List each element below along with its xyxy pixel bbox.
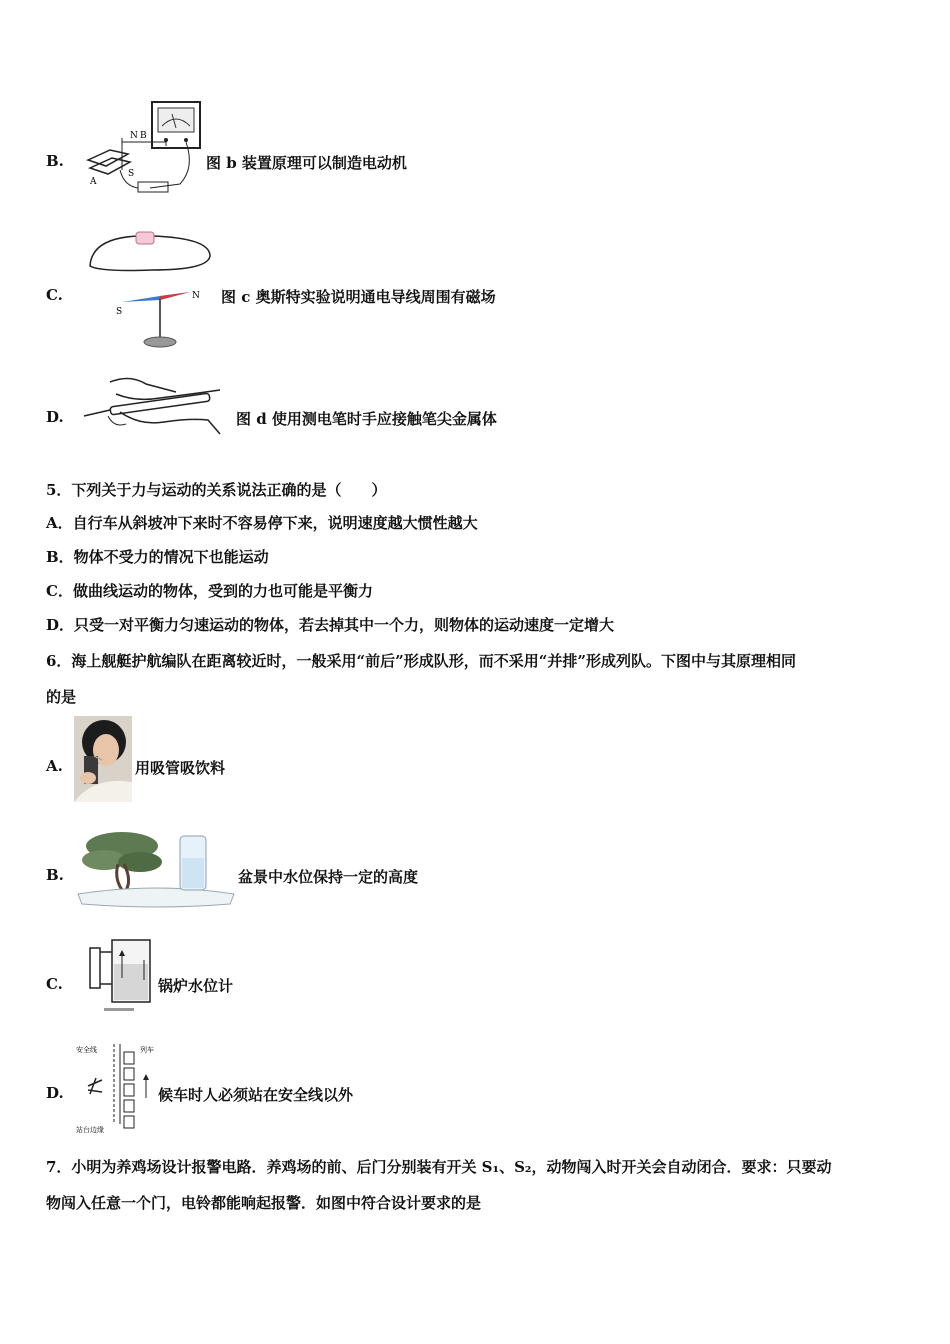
q6-option-b-letter: B. — [46, 866, 64, 884]
q7-stem-line2: 物闯入任意一个门，电铃都能响起报警．如图中符合设计要求的是 — [46, 1194, 482, 1212]
q5-option-a: A．自行车从斜坡冲下来时不容易停下来，说明速度越大惯性越大 — [46, 514, 478, 532]
q6-option-a-letter: A. — [46, 757, 63, 775]
q6-stem-line2: 的是 — [46, 688, 77, 706]
q5-option-c: C．做曲线运动的物体，受到的力也可能是平衡力 — [46, 582, 373, 600]
boiler-water-gauge-figure — [78, 934, 158, 1018]
q4-option-d-caption: 图 d 使用测电笔时手应接触笔尖金属体 — [236, 410, 497, 428]
q5-option-b: B．物体不受力的情况下也能运动 — [46, 548, 269, 566]
fig-c-label-s: S — [116, 307, 123, 317]
q4-option-b-letter: B. — [46, 152, 64, 170]
q6-option-a-caption: 用吸管吸饮料 — [135, 759, 226, 777]
q4-option-b-caption: 图 b 装置原理可以制造电动机 — [206, 154, 407, 172]
fig-b-label-b: B — [140, 131, 147, 141]
fig-d-label-train: 列车 — [140, 1046, 154, 1054]
woman-drinking-straw-photo — [74, 716, 132, 802]
q5-option-d: D．只受一对平衡力匀速运动的物体，若去掉其中一个力，则物体的运动速度一定增大 — [46, 616, 615, 634]
test-pen-hand-figure — [80, 372, 230, 444]
fig-b-label-n: N — [130, 131, 138, 141]
q6-option-d-caption: 候车时人必须站在安全线以外 — [158, 1086, 354, 1104]
q4-option-d-letter: D. — [46, 408, 64, 426]
q6-option-d-letter: D. — [46, 1084, 64, 1102]
q7-stem-line1: 7．小明为养鸡场设计报警电路．养鸡场的前、后门分别装有开关 S₁、S₂，动物闯入时开关会自动闭合．要求：只要动 — [46, 1158, 832, 1176]
q6-stem-line1: 6．海上舰艇护航编队在距离较近时，一般采用“前后”形成队形，而不采用“并排”形成列队。下图中与其原理相同 — [46, 652, 796, 670]
bonsai-water-bottle-figure — [74, 824, 238, 908]
fig-b-label-s: S — [128, 169, 135, 179]
q6-option-b-caption: 盆景中水位保持一定的高度 — [238, 868, 419, 886]
fig-d-label-safety-line: 安全线 — [76, 1046, 97, 1054]
train-safety-line-figure — [74, 1042, 158, 1136]
q6-option-c-caption: 锅炉水位计 — [158, 977, 234, 995]
q4-option-c-caption: 图 c 奥斯特实验说明通电导线周围有磁场 — [221, 288, 496, 306]
oersted-experiment-figure — [82, 226, 217, 352]
q6-option-c-letter: C. — [46, 975, 63, 993]
fig-b-label-a: A — [90, 177, 97, 187]
q5-stem: 5．下列关于力与运动的关系说法正确的是（ ） — [46, 481, 387, 499]
motor-apparatus-figure — [80, 98, 205, 198]
fig-c-label-n: N — [192, 291, 200, 301]
q4-option-c-letter: C. — [46, 286, 63, 304]
fig-d-label-platform-edge: 站台边缘 — [76, 1126, 104, 1134]
